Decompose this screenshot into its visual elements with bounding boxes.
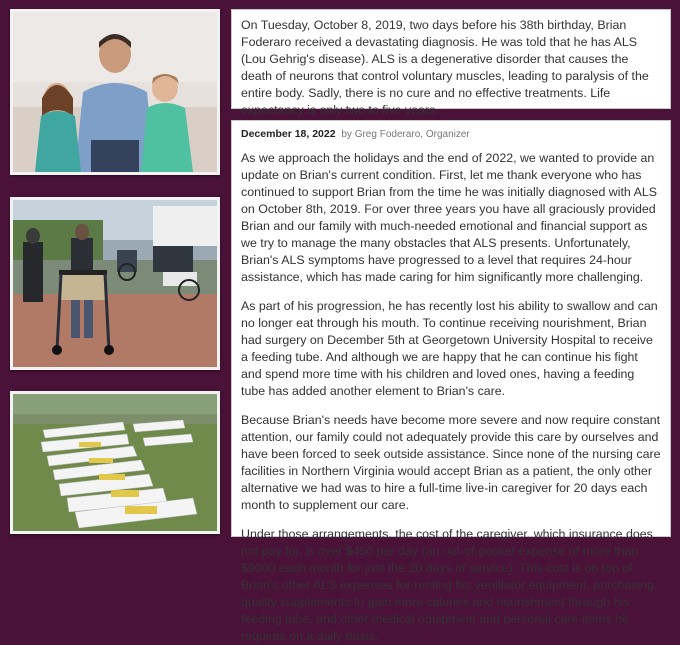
intro-card (231, 9, 671, 117)
update-paragraph: Under those arrangements, the cost of the caregiver, which insurance does not pay for, is over $450 per day (an out-of-pocket expense of more than $9000 each month for just the 20 days of service). This cost is on top of Brian's other ALS expenses for renting his ventilator equipment, purchasing quality supplements to gain more calories and nourishment through his feeding tube, and other medical equipment and personal care items he requires on a daily basis. (241, 527, 654, 643)
update-paragraph: Because Brian's needs have become more severe and now require constant attention, our family could not adequately provide this care by ourselves and have been forced to seek outside assistance. Since none of the nursing care facilities in Northern Virginia would accept Brian as a patient, the only other alternative we had was to hire a full-time live-in caregiver for 20 days each month to supplement our care. (241, 413, 661, 512)
intro-text: On Tuesday, October 8, 2019, two days before his 38th birthday, Brian Foderaro received a devastating diagnosis. He was told that he has ALS (Lou Gehrig's disease). ALS is a degenerative disorder that causes the death of neurons that control voluntary muscles, leading to paralysis of the entire body. Sadly, there is no cure and no effective treatments. Life expectancy is only two to five years. (241, 18, 649, 117)
update-header (241, 126, 661, 143)
walker-photo (10, 197, 220, 370)
update-paragraph: As part of his progression, he has recently lost his ability to swallow and can no longer eat through his mouth. To continue receiving nourishment, Brian had surgery on December 5th at Georgetown University Hospital to receive a feeding tube. And although we are happy that he can continue his fight and spend more time with his children and loved ones, having a feeding tube has added another element to Brian's care. (241, 299, 658, 398)
protest-photo (10, 391, 220, 534)
update-date: December 18, 2022 (241, 128, 336, 140)
update-byline: by Greg Foderaro, Organizer (341, 129, 470, 140)
update-card (231, 120, 671, 643)
update-paragraph: As we approach the holidays and the end of 2022, we wanted to provide an update on Brian's current condition. First, let me thank everyone who has continued to support Brian from the time he was initially diagnosed with ALS on October 8th, 2019. For over three years you have all graciously provided Brian and our family with much-needed emotional and financial support as we try to manage the many obstacles that ALS presents. Unfortunately, Brian's ALS symptoms have progressed to a level that requires 24-hour assistance, which has made caring for him significantly more challenging. (241, 151, 658, 284)
family-photo (10, 9, 220, 175)
